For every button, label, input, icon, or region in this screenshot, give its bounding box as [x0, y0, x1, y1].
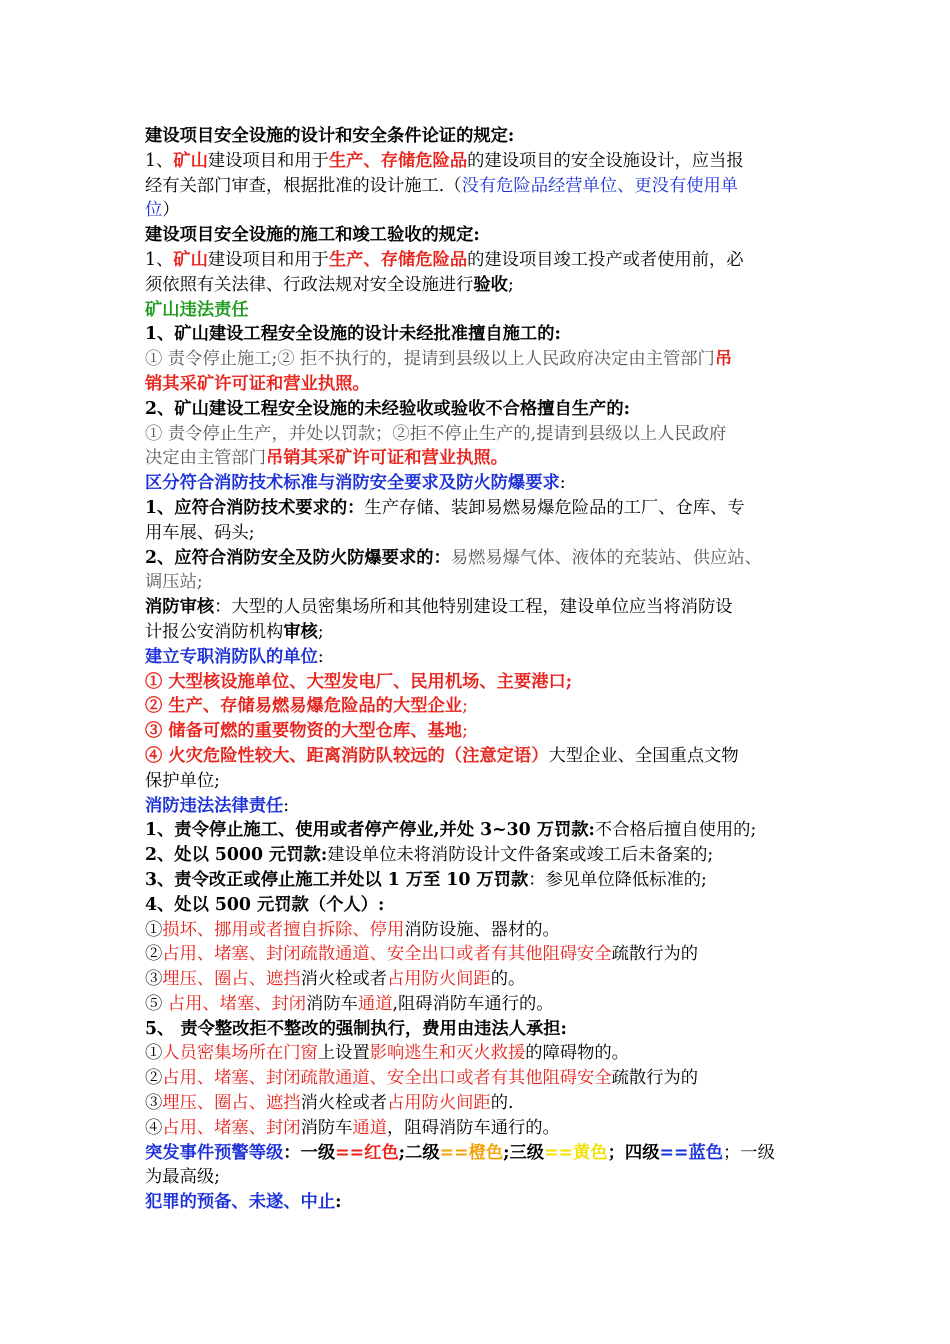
text-span: 矿山: [173, 150, 208, 171]
text-span: ==黄色: [544, 1142, 608, 1163]
text-span: 通道: [352, 1117, 387, 1138]
text-span: 突发事件预警等级: [145, 1142, 284, 1163]
text-line: [145, 670, 817, 695]
text-span: ② 生产、存储易燃易爆危险品的大型企业: [145, 696, 463, 717]
text-span: ① 责令停止施工;② 拒不执行的，提请到县级以上人民政府决定由主管部门: [145, 349, 715, 370]
text-span: 埋压、圈占、遮挡: [162, 969, 301, 990]
text-line: [145, 1165, 817, 1190]
text-span: ④ 火灾危险性较大、距离消防队较远的（注意定语）: [145, 745, 549, 766]
text-line: [145, 1190, 817, 1215]
text-span: ：一级: [283, 1142, 336, 1163]
text-line: [145, 446, 817, 471]
text-line: [145, 1017, 817, 1042]
text-span: ，阻碍消防车通行的。: [387, 1117, 560, 1138]
text-span: 消防设施、器材的。: [404, 919, 560, 940]
text-span: 生产存储、装卸易燃易爆危险品的工厂、仓库、专: [364, 497, 745, 518]
text-line: [145, 992, 817, 1017]
text-line: [145, 496, 817, 521]
text-span: 损坏、挪用或者擅自拆除、停用: [162, 919, 405, 940]
text-span: 1、: [145, 150, 174, 171]
text-span: ：大型的人员密集场所和其他特别建设工程，建设单位应当将消防设: [214, 597, 733, 618]
text-line: [145, 868, 817, 893]
text-span: 1、矿山建设工程安全设施的设计未经批准擅自施工的:: [145, 324, 561, 345]
text-span: 犯罪的预备、未遂、中止: [145, 1192, 336, 1213]
text-line: [145, 645, 817, 670]
text-line: [145, 620, 817, 645]
text-span: 消防车: [300, 1117, 353, 1138]
text-span: 大型企业、全国重点文物: [548, 745, 739, 766]
text-span: 设施单位、: [220, 671, 307, 692]
text-span: :: [317, 646, 324, 667]
text-span: 消防车: [306, 993, 358, 1014]
text-line: [145, 794, 817, 819]
text-line: [145, 422, 817, 447]
text-line: [145, 347, 817, 372]
text-span: 的。: [490, 969, 526, 990]
text-span: 建设项目安全设施的施工和竣工验收的规定:: [145, 225, 480, 246]
text-span: 区分符合消防技术标准与消防安全要求及防火防爆要求: [145, 473, 560, 494]
text-span: ;: [317, 621, 324, 642]
text-span: 大型发电厂、民用机场、主要港口;: [306, 671, 573, 692]
text-line: [145, 893, 817, 918]
text-span: 调压站;: [145, 572, 203, 593]
text-span: 审核: [283, 621, 318, 642]
text-span: 消防审核: [145, 597, 215, 618]
text-span: ①: [145, 919, 163, 940]
text-span: ①: [145, 1043, 163, 1064]
text-line: [145, 967, 817, 992]
text-span: 影响逃生和灭火救援: [369, 1043, 526, 1064]
text-span: 2、应符合消防安全及防火防爆要求的：: [145, 547, 451, 568]
text-span: 建设项目和用于: [207, 249, 329, 270]
text-span: :: [559, 473, 566, 494]
text-span: 占用、堵塞、封闭疏散通道、安全出口或者有其他阻碍安全: [162, 944, 612, 965]
text-span: 经有关部门审查，根据批准的设计施工.（: [145, 175, 462, 196]
text-span: 计报公安消防机构: [145, 621, 284, 642]
text-span: 吊: [714, 349, 733, 370]
text-line: [145, 397, 817, 422]
text-span: 建设项目安全设施的设计和安全条件论证的规定:: [145, 126, 515, 146]
text-span: ;: [462, 696, 468, 717]
text-span: 矿山: [173, 249, 208, 270]
text-span: ;二级: [398, 1142, 440, 1163]
text-span: 销其采矿许可证和营业执照。: [145, 373, 370, 394]
text-line: [145, 1066, 817, 1091]
text-span: 1、: [145, 249, 174, 270]
text-span: ,阻碍消防车通行的。: [392, 993, 554, 1014]
text-span: ==红色: [335, 1142, 399, 1163]
text-span: 保护单位;: [145, 770, 220, 791]
text-span: 疏散行为的: [611, 1068, 699, 1089]
text-span: 的建设项目的安全设施设计，应当报: [467, 150, 744, 171]
text-line: [145, 298, 817, 323]
text-span: 埋压、圈占、遮挡: [162, 1093, 301, 1114]
text-span: 不合格后擅自使用的;: [594, 820, 757, 841]
text-span: 矿山违法责任: [145, 299, 249, 320]
text-span: 的障碍物的。: [525, 1043, 629, 1064]
text-span: ④: [145, 1117, 163, 1138]
text-span: 的建设项目竣工投产或者使用前，必: [467, 249, 744, 270]
text-span: 消火栓或者: [300, 969, 387, 990]
text-span: 占用防火间距: [386, 1093, 491, 1114]
text-line: [145, 248, 817, 273]
text-line: [145, 322, 817, 347]
text-span: 建设单位未将消防设计文件备案或竣工后未备案的;: [327, 845, 714, 866]
text-span: 通道: [357, 993, 393, 1014]
text-line: [145, 769, 817, 794]
text-span: ==橙色: [439, 1142, 504, 1163]
text-line: [145, 744, 817, 769]
text-span: ③: [145, 1093, 163, 1114]
text-span: 占用防火间距: [386, 969, 491, 990]
text-line: [145, 843, 817, 868]
text-line: [145, 1091, 817, 1116]
text-span: 建立专职消防队的单位: [145, 646, 318, 667]
text-span: 消火栓或者: [300, 1093, 387, 1114]
text-span: 没有危险品经营单位、更没有使用单: [461, 175, 739, 196]
text-span: ③: [145, 969, 163, 990]
text-line: [145, 521, 817, 546]
text-span: ：参见单位降低标准的;: [528, 869, 707, 890]
text-span: ⑤: [145, 993, 168, 1014]
text-line: [145, 124, 817, 149]
text-line: [145, 273, 817, 298]
text-span: 的.: [490, 1093, 514, 1114]
text-span: 用车展、码头;: [145, 522, 255, 543]
text-span: 人员密集场所在门窗: [162, 1043, 318, 1064]
text-span: 为最高级;: [145, 1167, 220, 1188]
text-line: [145, 174, 817, 199]
text-span: ③ 储备可燃的重要物资的大型仓库、基地: [145, 721, 463, 742]
text-line: [145, 471, 817, 496]
text-line: [145, 198, 817, 223]
text-span: 4、处以 500 元罚款（个人）:: [145, 894, 385, 915]
text-span: ②: [145, 1068, 163, 1089]
text-span: 生产、存储危险品: [328, 150, 468, 171]
text-line: [145, 1116, 817, 1141]
text-span: ① 大型核: [145, 671, 221, 692]
text-span: 易燃易爆气体、液体的充装站、供应站、: [450, 547, 762, 568]
text-span: 占用、堵塞、封闭疏散通道、安全出口或者有其他阻碍安全: [162, 1068, 612, 1089]
text-span: 验收: [473, 274, 508, 295]
text-span: 占用、堵塞、封闭: [167, 993, 307, 1014]
text-line: [145, 372, 817, 397]
text-line: [145, 1041, 817, 1066]
text-line: [145, 918, 817, 943]
text-line: [145, 719, 817, 744]
text-span: 决定由主管部门: [145, 448, 266, 469]
text-line: [145, 694, 817, 719]
text-span: ；四级: [607, 1142, 660, 1163]
text-span: ==蓝色: [659, 1142, 724, 1163]
text-span: 1、应符合消防技术要求的：: [145, 497, 365, 518]
text-span: :: [283, 795, 290, 816]
text-line: [145, 546, 817, 571]
text-span: 1、责令停止施工、使用或者停产停业,并处 3~30 万罚款:: [145, 820, 595, 841]
text-line: [145, 223, 817, 248]
text-span: 生产、存储危险品: [328, 249, 468, 270]
text-span: 须依照有关法律、行政法规对安全设施进行: [145, 274, 474, 295]
text-line: [145, 570, 817, 595]
text-span: 疏散行为的: [611, 944, 699, 965]
text-span: 上设置: [317, 1043, 370, 1064]
text-span: 建设项目和用于: [207, 150, 329, 171]
text-span: 5、 责令整改拒不整改的强制执行，费用由违法人承担:: [145, 1018, 567, 1039]
text-span: ;三级: [503, 1142, 545, 1163]
document-body: [145, 124, 817, 1215]
text-span: :: [335, 1192, 342, 1213]
text-span: ）: [162, 200, 180, 221]
text-line: [145, 942, 817, 967]
text-span: 位: [145, 200, 163, 221]
text-span: ；一级: [723, 1142, 775, 1163]
text-line: [145, 149, 817, 174]
text-span: ;: [462, 721, 468, 742]
text-span: 吊销其采矿许可证和营业执照。: [265, 448, 508, 469]
text-line: [145, 595, 817, 620]
text-span: 2、矿山建设工程安全设施的未经验收或验收不合格擅自生产的:: [145, 398, 630, 419]
text-line: [145, 818, 817, 843]
text-span: ① 责令停止生产，并处以罚款；②拒不停止生产的,提请到县级以上人民政府: [145, 423, 727, 444]
text-span: 2、处以 5000 元罚款:: [145, 845, 328, 866]
text-span: 消防违法法律责任: [145, 795, 284, 816]
text-span: ②: [145, 944, 163, 965]
text-span: ;: [507, 274, 514, 295]
text-span: 3、责令改正或停止施工并处以 1 万至 10 万罚款: [145, 869, 529, 890]
text-line: [145, 1141, 817, 1166]
text-span: 占用、堵塞、封闭: [162, 1117, 301, 1138]
